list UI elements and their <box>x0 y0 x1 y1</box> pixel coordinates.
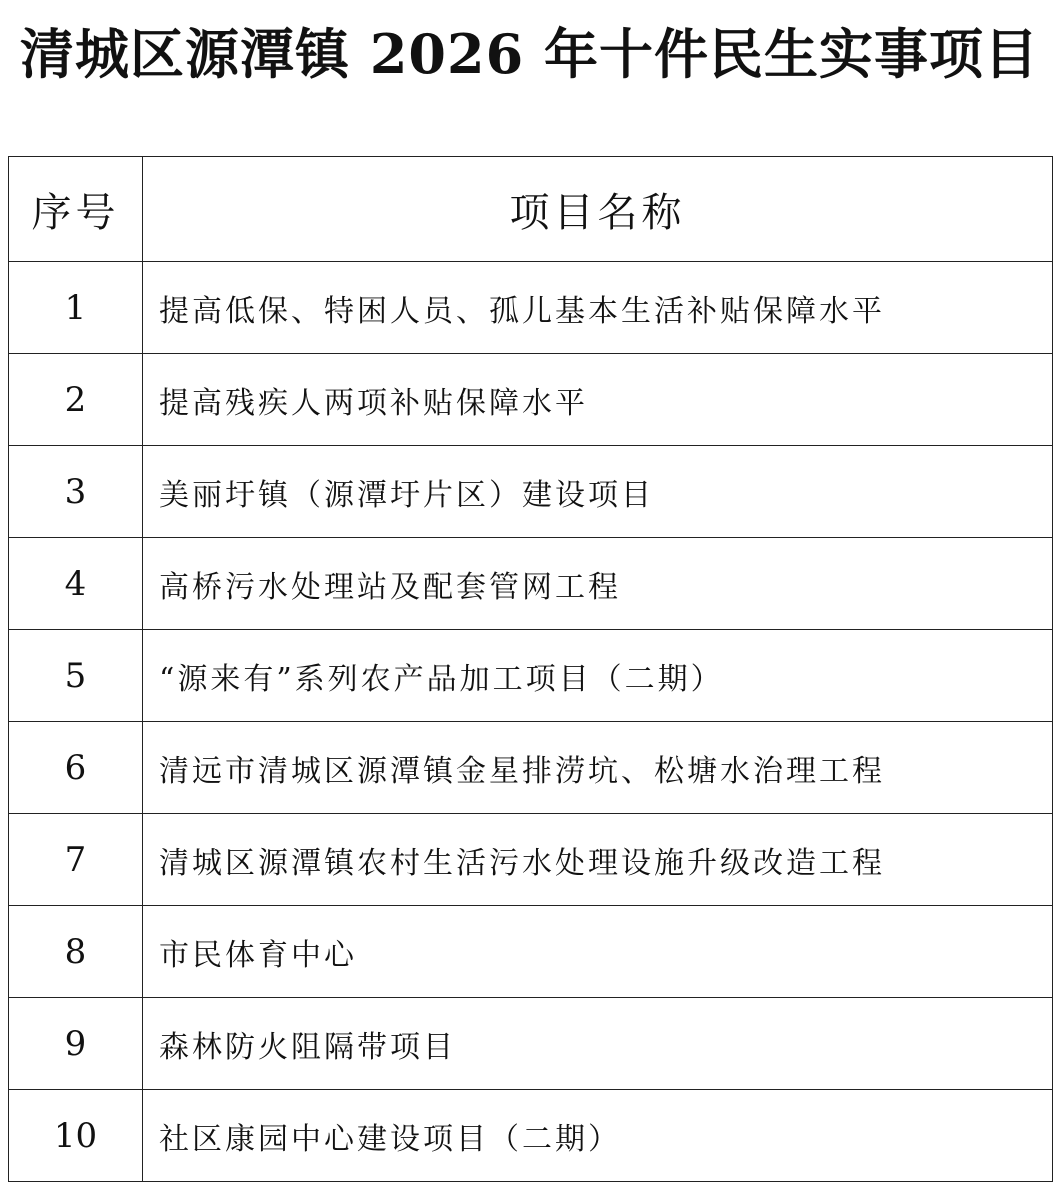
header-row <box>9 157 1053 262</box>
row-number: 5 <box>9 630 143 722</box>
row-number: 9 <box>9 998 143 1090</box>
table-row <box>9 814 1053 906</box>
row-number: 8 <box>9 906 143 998</box>
header-project-name: 项目名称 <box>143 157 1053 262</box>
row-project-name: 市民体育中心 <box>143 906 1053 998</box>
table-row <box>9 630 1053 722</box>
row-number: 10 <box>9 1090 143 1182</box>
row-number: 6 <box>9 722 143 814</box>
row-project-name: “源来有”系列农产品加工项目（二期） <box>143 630 1053 722</box>
row-project-name: 森林防火阻隔带项目 <box>143 998 1053 1090</box>
table-row <box>9 354 1053 446</box>
row-number: 4 <box>9 538 143 630</box>
table-row <box>9 262 1053 354</box>
table-row <box>9 1090 1053 1182</box>
row-project-name: 社区康园中心建设项目（二期） <box>143 1090 1053 1182</box>
row-project-name: 清城区源潭镇农村生活污水处理设施升级改造工程 <box>143 814 1053 906</box>
table-body <box>9 262 1053 1182</box>
row-project-name: 提高残疾人两项补贴保障水平 <box>143 354 1053 446</box>
row-number: 7 <box>9 814 143 906</box>
header-number: 序号 <box>9 157 143 262</box>
table-row <box>9 538 1053 630</box>
row-project-name: 清远市清城区源潭镇金星排涝坑、松塘水治理工程 <box>143 722 1053 814</box>
table-header <box>9 157 1053 262</box>
table-row <box>9 722 1053 814</box>
document-title: 清城区源潭镇 2026 年十件民生实事项目 <box>20 22 1039 86</box>
projects-table <box>8 156 1053 1182</box>
row-number: 2 <box>9 354 143 446</box>
table-row <box>9 906 1053 998</box>
table-row <box>9 998 1053 1090</box>
row-number: 3 <box>9 446 143 538</box>
row-project-name: 美丽圩镇（源潭圩片区）建设项目 <box>143 446 1053 538</box>
row-project-name: 高桥污水处理站及配套管网工程 <box>143 538 1053 630</box>
table-row <box>9 446 1053 538</box>
row-number: 1 <box>9 262 143 354</box>
row-project-name: 提高低保、特困人员、孤儿基本生活补贴保障水平 <box>143 262 1053 354</box>
